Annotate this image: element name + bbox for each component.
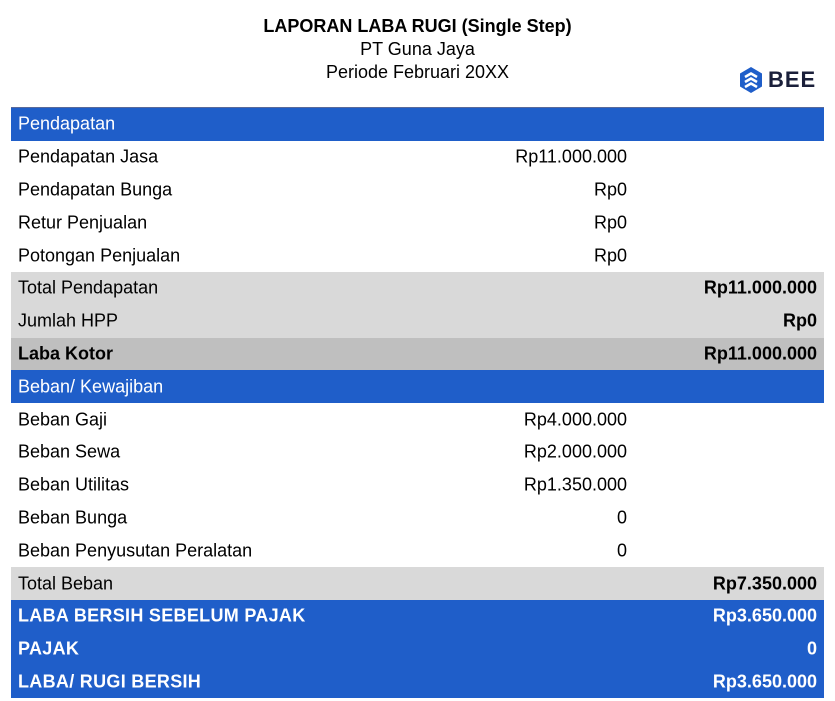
row-beban-penyusutan (11, 534, 824, 567)
row-label: Total Beban (18, 573, 114, 594)
row-label: Pendapatan (18, 113, 116, 134)
row-label: LABA BERSIH SEBELUM PAJAK (18, 605, 306, 626)
report-period: Periode Februari 20XX (325, 62, 510, 82)
row-label: Beban Sewa (18, 441, 121, 462)
row-jumlah-hpp (11, 305, 824, 338)
row-label: Beban/ Kewajiban (18, 376, 164, 397)
row-label: Potongan Penjualan (18, 245, 181, 266)
row-amount: Rp2.000.000 (523, 441, 627, 462)
row-amount: Rp11.000.000 (515, 146, 627, 167)
row-pendapatan-bunga (11, 174, 824, 207)
row-label: Laba Kotor (18, 343, 114, 364)
row-label: Total Pendapatan (18, 277, 159, 298)
row-label: Pendapatan Jasa (18, 146, 159, 167)
company-name: PT Guna Jaya (360, 39, 475, 59)
row-beban-sewa (11, 436, 824, 469)
bee-logo (739, 66, 816, 94)
row-label: Retur Penjualan (18, 212, 148, 233)
report-header (0, 14, 835, 84)
row-total: Rp3.650.000 (712, 671, 817, 692)
row-total-pendapatan (11, 272, 824, 305)
row-beban-utilitas (11, 469, 824, 502)
row-total: Rp11.000.000 (703, 277, 817, 298)
bee-hexagon-logo-icon (739, 66, 763, 94)
row-label: Pendapatan Bunga (18, 179, 173, 200)
row-amount: Rp0 (593, 212, 627, 233)
row-total: Rp11.000.000 (703, 343, 817, 364)
row-laba-rugi-bersih (11, 666, 824, 699)
row-label: LABA/ RUGI BERSIH (18, 671, 202, 692)
row-total: Rp3.650.000 (712, 605, 817, 626)
row-label: PAJAK (18, 638, 80, 659)
logo-text: BEE (768, 67, 817, 92)
row-label: Beban Bunga (18, 507, 128, 528)
row-amount: 0 (616, 540, 627, 561)
row-laba-sebelum-pajak (11, 600, 824, 633)
row-beban-bunga (11, 502, 824, 535)
row-label: Beban Utilitas (18, 474, 130, 495)
row-amount: 0 (616, 507, 627, 528)
income-statement-table (11, 107, 824, 698)
row-potongan-penjualan (11, 239, 824, 272)
section-pendapatan (11, 108, 824, 141)
report-title: LAPORAN LABA RUGI (Single Step) (263, 16, 572, 36)
row-beban-gaji (11, 403, 824, 436)
row-total: 0 (806, 638, 817, 659)
row-total: Rp7.350.000 (712, 573, 817, 594)
row-label: Jumlah HPP (18, 310, 119, 331)
row-pendapatan-jasa (11, 141, 824, 174)
row-amount: Rp4.000.000 (523, 409, 627, 430)
row-amount: Rp0 (593, 179, 627, 200)
row-laba-kotor (11, 338, 824, 371)
row-amount: Rp1.350.000 (523, 474, 627, 495)
row-retur-penjualan (11, 206, 824, 239)
section-beban (11, 370, 824, 403)
row-pajak (11, 633, 824, 666)
row-label: Beban Gaji (18, 409, 108, 430)
row-amount: Rp0 (593, 245, 627, 266)
row-total: Rp0 (782, 310, 817, 331)
row-total-beban (11, 567, 824, 600)
row-label: Beban Penyusutan Peralatan (18, 540, 253, 561)
